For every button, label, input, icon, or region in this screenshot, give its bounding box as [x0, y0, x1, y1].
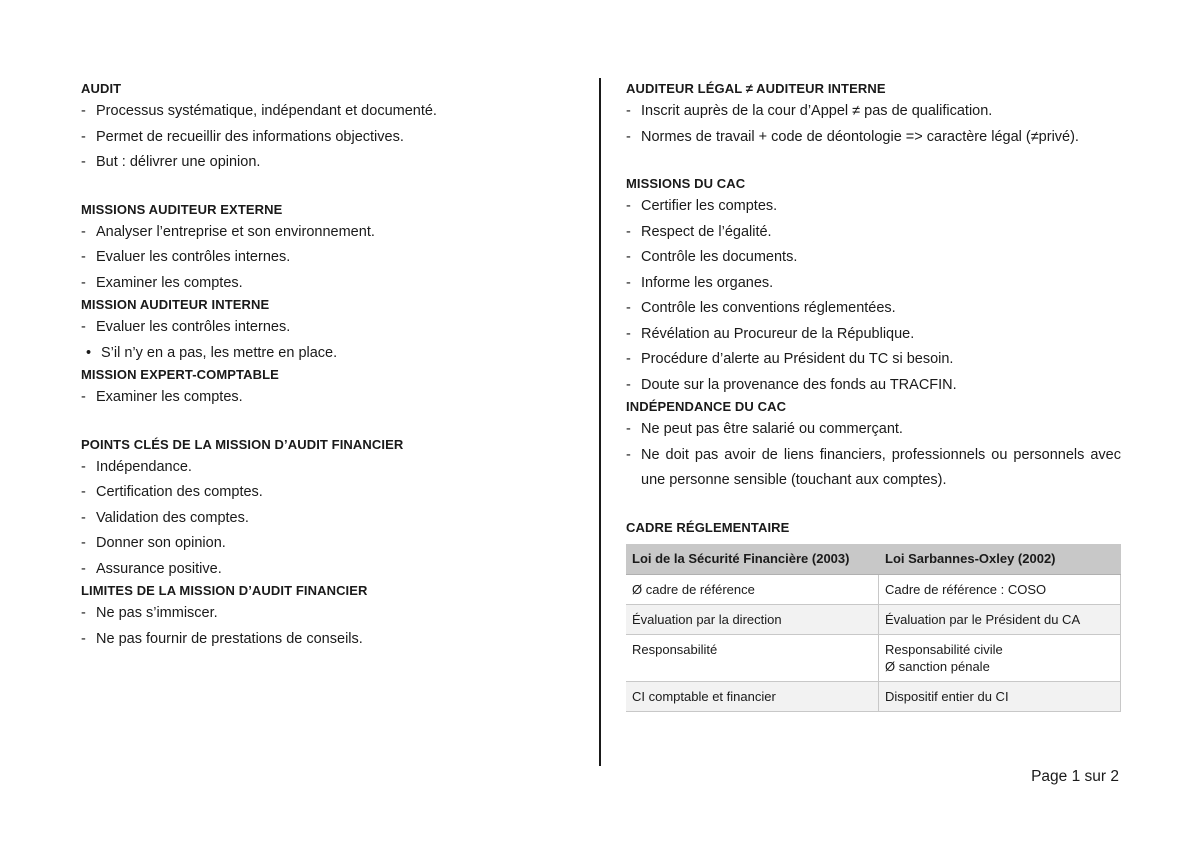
list-item: - Informe les organes.: [626, 271, 1121, 297]
table-row: [626, 574, 1121, 604]
list-item: - Ne peut pas être salarié ou commerçant.: [626, 417, 1121, 443]
list-independance-cac: [626, 417, 1121, 494]
sub-list-item: • S’il n’y en a pas, les mettre en place.: [81, 341, 581, 367]
list-item: - Examiner les comptes.: [81, 385, 581, 411]
heading-missions-auditeur-externe: MISSIONS AUDITEUR EXTERNE: [81, 201, 283, 217]
list-item: - Permet de recueillir des informations objectives.: [81, 125, 581, 151]
list-item: - Processus systématique, indépendant et documenté.: [81, 99, 581, 125]
table-cell: Cadre de référence : COSO: [879, 574, 1121, 604]
list-mission-expert-comptable: [81, 385, 581, 411]
list-item: - Ne doit pas avoir de liens financiers, professionnels ou personnels avec une personne sensible (touchant aux comptes).: [626, 443, 1121, 494]
table-cell: Évaluation par le Président du CA: [879, 604, 1121, 634]
list-missions-auditeur-externe: [81, 220, 581, 297]
table-cell: Dispositif entier du CI: [879, 681, 1121, 711]
heading-independance-cac: INDÉPENDANCE DU CAC: [626, 399, 787, 414]
regulatory-table: [626, 544, 1121, 712]
heading-limites: LIMITES DE LA MISSION D’AUDIT FINANCIER: [81, 583, 368, 598]
list-item: - Ne pas s’immiscer.: [81, 601, 581, 627]
table-header-row: [626, 544, 1121, 575]
list-limites: [81, 601, 581, 652]
list-item: - Indépendance.: [81, 455, 581, 481]
heading-auditeur-legal-interne: AUDITEUR LÉGAL ≠ AUDITEUR INTERNE: [626, 81, 886, 96]
right-column: [626, 80, 1121, 712]
list-mission-auditeur-interne: [81, 315, 581, 366]
list-item: - Certification des comptes.: [81, 480, 581, 506]
list-item: - Doute sur la provenance des fonds au TRACFIN.: [626, 373, 1121, 399]
heading-audit: AUDIT: [81, 81, 122, 96]
heading-cadre-reglementaire: CADRE RÉGLEMENTAIRE: [626, 519, 790, 535]
table-cell: Ø cadre de référence: [626, 574, 879, 604]
table-cell: CI comptable et financier: [626, 681, 879, 711]
list-item: - Evaluer les contrôles internes.: [81, 245, 581, 271]
list-item: - Assurance positive.: [81, 557, 581, 583]
list-item: - Evaluer les contrôles internes.: [81, 315, 581, 341]
table-cell: Évaluation par la direction: [626, 604, 879, 634]
table-header-cell: Loi Sarbannes-Oxley (2002): [879, 544, 1121, 575]
list-item: - Examiner les comptes.: [81, 271, 581, 297]
table-header-cell: Loi de la Sécurité Financière (2003): [626, 544, 879, 575]
list-item: - But : délivrer une opinion.: [81, 150, 581, 176]
heading-points-cles: POINTS CLÉS DE LA MISSION D’AUDIT FINANCIER: [81, 436, 404, 452]
heading-missions-cac: MISSIONS DU CAC: [626, 176, 746, 191]
left-column: [81, 80, 581, 652]
page-number: Page 1 sur 2: [1031, 768, 1119, 785]
list-points-cles: [81, 455, 581, 583]
table-row: [626, 634, 1121, 681]
list-item: - Normes de travail + code de déontologie => caractère légal (≠privé).: [626, 125, 1121, 151]
list-item: - Validation des comptes.: [81, 506, 581, 532]
list-auditeur-legal-interne: [626, 99, 1121, 150]
heading-mission-expert-comptable: MISSION EXPERT-COMPTABLE: [81, 367, 279, 382]
list-item: - Ne pas fournir de prestations de conseils.: [81, 627, 581, 653]
table-row: [626, 681, 1121, 711]
list-item: - Respect de l’égalité.: [626, 220, 1121, 246]
list-item: - Certifier les comptes.: [626, 194, 1121, 220]
list-item: - Inscrit auprès de la cour d’Appel ≠ pas de qualification.: [626, 99, 1121, 125]
list-item: - Analyser l’entreprise et son environnement.: [81, 220, 581, 246]
table-cell: Responsabilité civile Ø sanction pénale: [879, 634, 1121, 681]
list-item: - Révélation au Procureur de la République.: [626, 322, 1121, 348]
heading-mission-auditeur-interne: MISSION AUDITEUR INTERNE: [81, 297, 270, 312]
list-audit: [81, 99, 581, 176]
list-item: - Donner son opinion.: [81, 531, 581, 557]
list-item: - Contrôle les conventions réglementées.: [626, 296, 1121, 322]
list-missions-cac: [626, 194, 1121, 398]
table-row: [626, 604, 1121, 634]
list-item: - Procédure d’alerte au Président du TC si besoin.: [626, 347, 1121, 373]
list-item: - Contrôle les documents.: [626, 245, 1121, 271]
column-divider: [599, 78, 601, 766]
table-cell: Responsabilité: [626, 634, 879, 681]
